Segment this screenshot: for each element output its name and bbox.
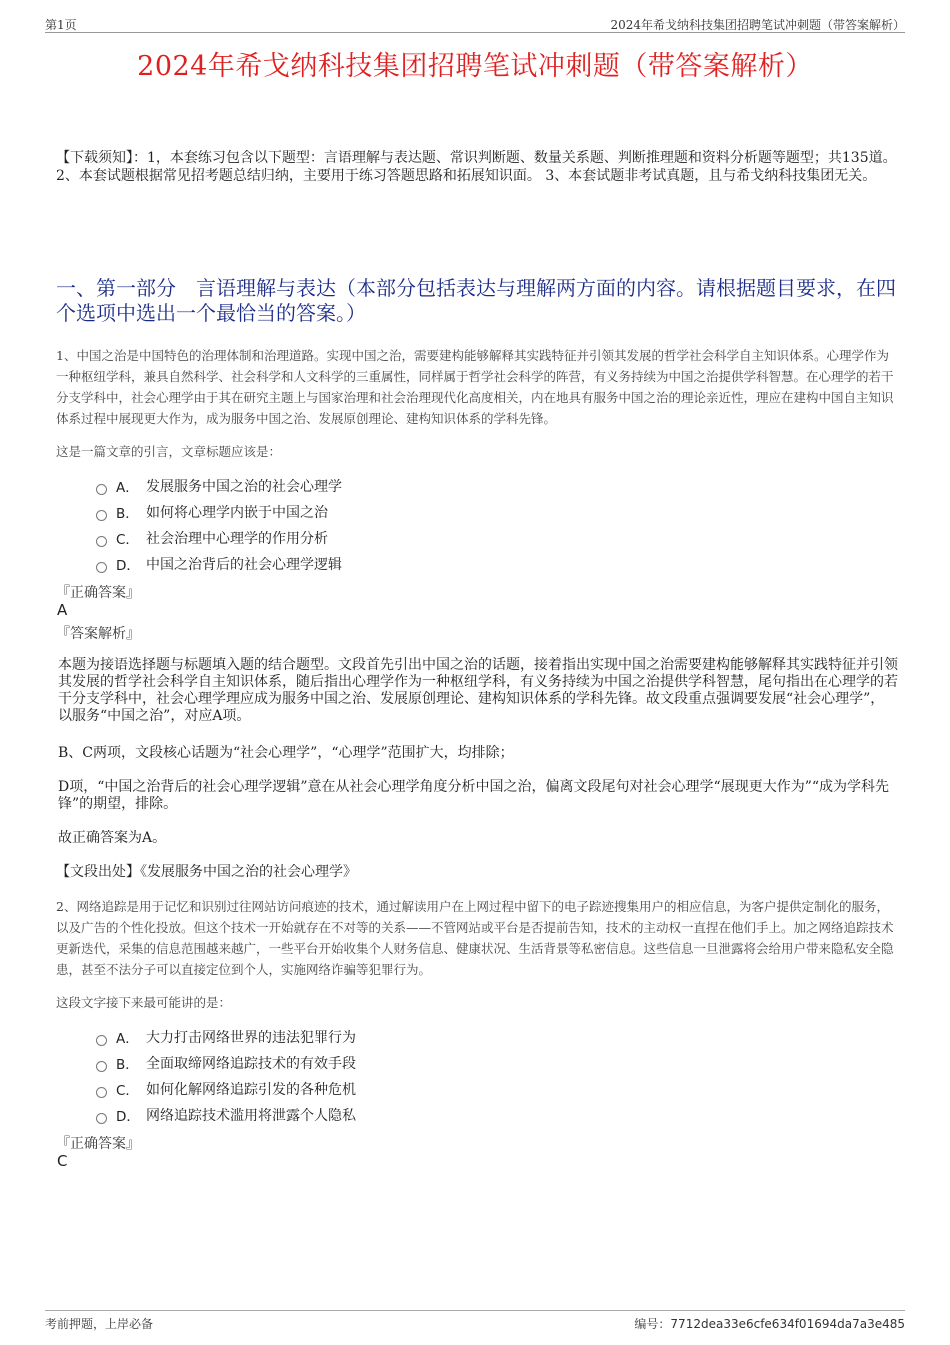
q1-analysis-label: 『答案解析』 bbox=[56, 626, 140, 642]
radio-icon[interactable] bbox=[96, 1113, 107, 1124]
section-title: 一、第一部分 言语理解与表达（本部分包括表达与理解两方面的内容。请根据题目要求，在四个选项中选出一个最恰当的答案。） bbox=[56, 276, 896, 325]
radio-icon[interactable] bbox=[96, 1061, 107, 1072]
q2-option-d[interactable]: D． 网络追踪技术滥用将泄露个人隐私 bbox=[96, 1102, 356, 1128]
q2-passage: 2、网络追踪是用于记忆和识别过往网站访问痕迹的技术，通过解读用户在上网过程中留下的电子踪迹搜集用户的相应信息，为客户提供定制化的服务，以及广告的个性化投放。但这个技术一开始就存在不对等的关系——不管网站或平台是否提前告知，技术的主动权一直捏在他们手上。加之网络追踪技术更新迭代，采集的信息范围越来越广，一些平台开始收集个人财务信息、健康状况、生活背景等私密信息。这些信息一旦泄露将会给用户带来隐私安全隐患，甚至不法分子可以直接定位到个人，实施网络诈骗等犯罪行为。 bbox=[56, 899, 894, 977]
radio-icon[interactable] bbox=[96, 510, 107, 521]
q1-analysis-para-4: 故正确答案为A。 bbox=[58, 830, 167, 846]
q2-stem: 这段文字接下来最可能讲的是： bbox=[56, 995, 232, 1010]
radio-icon[interactable] bbox=[96, 536, 107, 547]
radio-icon[interactable] bbox=[96, 1035, 107, 1046]
q1-analysis-para-1: 本题为接语选择题与标题填入题的结合题型。文段首先引出中国之治的话题，接着指出实现中国之治需要建构能够解释其实践特征并引领其发展的哲学社会科学自主知识体系，随后指出心理学作为一种枢纽学科，有义务持续为中国之治提供学科智慧，尾句指出在心理学的若干分支学科中，社会心理学理应成为服务中国之治、发展原创理论、建构知识体系的学科先锋。故文段重点强调要发展“社会心理学”，以服务“中国之治”，对应A项。 bbox=[58, 657, 898, 724]
document-title: 2024年希戈纳科技集团招聘笔试冲刺题（带答案解析） bbox=[137, 51, 813, 82]
q1-stem: 这是一篇文章的引言，文章标题应该是： bbox=[56, 444, 282, 459]
footer-code bbox=[634, 1315, 905, 1332]
q1-options bbox=[96, 473, 342, 577]
header-doc-title: 2024年希戈纳科技集团招聘笔试冲刺题（带答案解析） bbox=[610, 18, 905, 32]
q1-option-b[interactable]: B． 如何将心理学内嵌于中国之治 bbox=[96, 499, 342, 525]
q1-source: 【文段出处】《发展服务中国之治的社会心理学》 bbox=[56, 864, 357, 880]
footer-slogan: 考前押题，上岸必备 bbox=[45, 1317, 154, 1331]
q1-option-d[interactable]: D． 中国之治背后的社会心理学逻辑 bbox=[96, 551, 342, 577]
q2-answer-label: 『正确答案』 bbox=[56, 1136, 140, 1152]
q1-passage: 1、中国之治是中国特色的治理体制和治理道路。实现中国之治，需要建构能够解释其实践特征并引领其发展的哲学社会科学自主知识体系。心理学作为一种枢纽学科，兼具自然科学、社会科学和人文科学的三重属性，同样属于哲学社会科学的阵营，有义务持续为中国之治提供学科智慧。在心理学的若干分支学科中，社会心理学由于其在研究主题上与国家治理和社会治理现代化高度相关，内在地具有服务中国之治的理论亲近性，理应在建构中国自主知识体系过程中展现更大作为，成为服务中国之治、发展原创理论、建构知识体系的学科先锋。 bbox=[56, 348, 894, 426]
page-number: 第1页 bbox=[45, 18, 77, 32]
q2-answer: C bbox=[57, 1152, 68, 1170]
q1-answer: A bbox=[57, 601, 68, 619]
download-notice: 【下载须知】：1，本套练习包含以下题型：言语理解与表达题、常识判断题、数量关系题、判断推理题和资料分析题等题型；共135道。 2、本套试题根据常见招考题总结归纳，主要用于练习答题思路和拓展知识面。 3、本套试题非考试真题，且与希戈纳科技集团无关。 bbox=[56, 150, 897, 184]
q1-answer-label: 『正确答案』 bbox=[56, 585, 140, 601]
radio-icon[interactable] bbox=[96, 484, 107, 495]
q1-option-a[interactable]: A． 发展服务中国之治的社会心理学 bbox=[96, 473, 342, 499]
page-header bbox=[45, 14, 905, 33]
q2-option-b[interactable]: B． 全面取缔网络追踪技术的有效手段 bbox=[96, 1050, 356, 1076]
q1-option-c[interactable]: C． 社会治理中心理学的作用分析 bbox=[96, 525, 342, 551]
q2-option-a[interactable]: A． 大力打击网络世界的违法犯罪行为 bbox=[96, 1024, 356, 1050]
page-footer bbox=[45, 1310, 905, 1331]
radio-icon[interactable] bbox=[96, 562, 107, 573]
q1-analysis-para-3: D项，“中国之治背后的社会心理学逻辑”意在从社会心理学角度分析中国之治，偏离文段尾句对社会心理学“展现更大作为”“成为学科先锋”的期望，排除。 bbox=[58, 779, 890, 812]
q1-analysis-para-2: B、C两项，文段核心话题为“社会心理学”，“心理学”范围扩大，均排除； bbox=[58, 745, 514, 761]
footer-code-value: 7712dea33e6cfe634f01694da7a3e485 bbox=[670, 1317, 905, 1331]
q2-option-c[interactable]: C． 如何化解网络追踪引发的各种危机 bbox=[96, 1076, 356, 1102]
q2-options bbox=[96, 1024, 356, 1128]
footer-code-label: 编号： bbox=[634, 1317, 671, 1331]
radio-icon[interactable] bbox=[96, 1087, 107, 1098]
